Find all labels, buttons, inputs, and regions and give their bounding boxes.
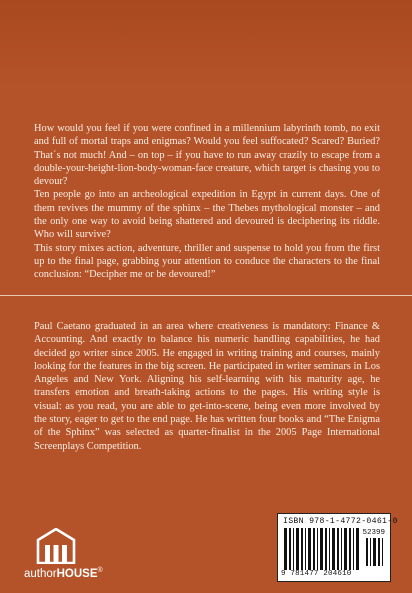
barcode-bar [353, 528, 354, 570]
price-barcode-bars [366, 538, 386, 566]
divider [0, 295, 412, 296]
barcode-bar [341, 528, 342, 570]
barcode-bar [382, 538, 383, 566]
barcode-bar [320, 528, 323, 570]
barcode-bar [356, 528, 359, 570]
top-band [0, 0, 412, 88]
barcode-bar [313, 528, 315, 570]
blurb-paragraph-1: How would you feel if you were confined in a millennium labyrinth tomb, no exit and full of mortal traps and enigmas? Would you feel suffocated? Scared? Buried? That´s not much! And – on top – if you have to run away crazily to escape from a double-your-height-lion-body-woman-face creature, which target is chasing you to devour? [34, 123, 380, 188]
blurb-paragraph-2: Ten people go into an archeological expedition in Egypt in current days. One of them revives the mummy of the sphinx – the Thebes mythological monster – and the only one way to avoid being shattered and devoured is deciphering its riddle. Who will survive? [34, 189, 380, 241]
barcode-bar [344, 528, 347, 570]
barcode-bar [325, 528, 327, 570]
barcode-bar [366, 538, 368, 566]
barcode-bar [373, 538, 376, 566]
publisher-logo [24, 528, 103, 588]
registered-mark: ® [97, 567, 103, 574]
barcode-bar [378, 538, 380, 566]
publisher-name-bold: HOUSE [56, 567, 98, 580]
publisher-name [24, 567, 144, 580]
blurb-paragraph-3: This story mixes action, adventure, thriller and suspense to hold you from the first up to the final page, grabbing your attention to conduce the characters to the final conclusion: “Decipher me or be devoured!” [34, 242, 380, 281]
barcode-bar [289, 528, 291, 570]
barcode-bar [337, 528, 339, 570]
book-blurb [34, 122, 380, 282]
barcode-bar [296, 528, 299, 570]
barcode-bar [349, 528, 351, 570]
barcode-bar [301, 528, 303, 570]
barcode-bar [308, 528, 311, 570]
barcode-bar [332, 528, 335, 570]
barcode-bar [293, 528, 294, 570]
barcode-bar [370, 538, 371, 566]
author-bio: Paul Caetano graduated in an area where creativeness is mandatory: Finance & Accounting. And exactly to balance his numeric handling capabilities, he had decided go writer since 2005. He engaged in writing training and courses, mainly looking for the features in the big screen. He participated in writer seminars in Los Angeles and New York. Aligning his self-learning with his maturity age, he transfers emotion and breath-taking actions to the pages. His writing style is visual: as you read, you are able to get-into-scene, being even more involved by the story, eager to get to the end page. He has written four books and “The Enigma of the Sphinx” was selected as quarter-finalist in the 2005 Page International Screenplays Competition. [34, 321, 380, 452]
ean-digits: 9 781477 204610 [281, 570, 352, 578]
barcode-bar [284, 528, 287, 570]
barcode-bar [317, 528, 318, 570]
ean-barcode-bars [284, 528, 362, 570]
barcode-bar [305, 528, 306, 570]
isbn-number: ISBN 978-1-4772-0461-0 [283, 517, 398, 526]
barcode-bar [329, 528, 330, 570]
building-icon [36, 528, 76, 564]
price-code: 52399 [362, 529, 385, 537]
publisher-name-light: author [24, 567, 57, 580]
isbn-barcode [277, 513, 398, 582]
